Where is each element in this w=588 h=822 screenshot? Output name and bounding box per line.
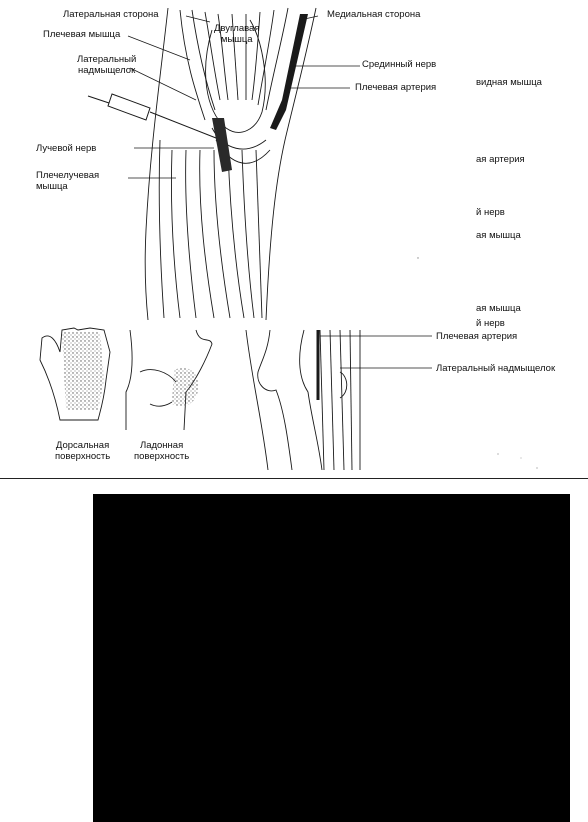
elbow-side-views [246,330,360,470]
label-brachioradialis: Плечелучевая мышца [36,170,100,192]
label-cut-artery: ая артерия [476,154,525,165]
label-palmar-surface: Ладонная поверхность [134,440,190,462]
label-brachial-artery: Плечевая артерия [355,82,437,93]
label-lateral-epicondyle: Латеральный надмыщелок [77,54,137,76]
palmar-hand-drawing [126,330,212,430]
syringe-icon [88,94,216,138]
redacted-region [93,494,570,822]
label-cut-nerve-2: й нерв [476,318,505,329]
dorsal-hand-drawing [40,328,110,420]
label-radial-nerve: Лучевой нерв [36,143,97,154]
label-brachialis: Плечевая мышца [43,29,121,40]
label-cut-muscle-3: ая мышца [476,303,521,314]
label-biceps: Двуглавая мышца [214,23,260,45]
label-median-nerve: Срединный нерв [362,59,437,70]
page-divider [0,478,588,479]
label-cut-muscle-2: ая мышца [476,230,521,241]
label-lateral-side: Латеральная сторона [63,9,159,20]
label-lateral-epicondyle-2: Латеральный надмыщелок [436,363,556,374]
label-medial-side: Медиальная сторона [327,9,421,20]
label-dorsal-surface: Дорсальная поверхность [55,440,111,462]
label-cut-nerve-1: й нерв [476,207,505,218]
label-brachial-artery-2: Плечевая артерия [436,331,518,342]
radial-nerve-band [212,118,232,172]
label-cut-muscle-1: видная мышца [476,77,542,88]
median-nerve-band [270,14,308,130]
